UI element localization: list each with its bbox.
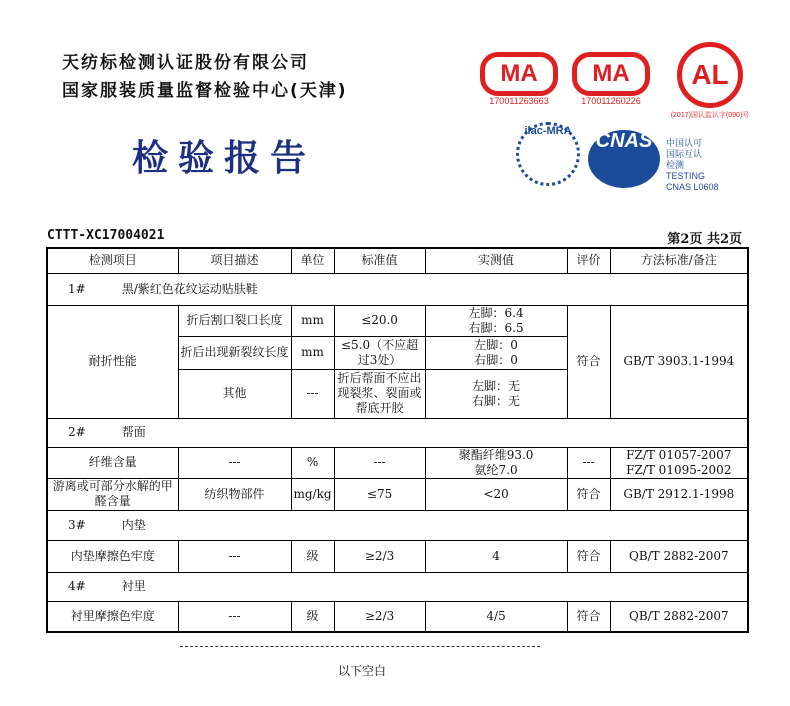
cal-logo: AL (2017)国认监认字(090)号 (660, 42, 760, 120)
section-row: 3# 内垫 (47, 510, 748, 540)
divider (180, 646, 540, 647)
results-table (46, 247, 749, 633)
table-row: 衬里摩擦色牢度 --- 级 ≥2/3 4/5 符合 QB/T 2882-2007 (47, 601, 748, 632)
cma-logo-2: MA 170011260226 (572, 52, 650, 106)
table-row: 纤维含量 --- % --- 聚酯纤维93.0 氨纶7.0 --- FZ/T 01057-2007 FZ/T 01095-2002 (47, 447, 748, 478)
cnas-text: 中国认可 国际互认 检测 TESTING CNAS L0608 (666, 138, 719, 192)
section-row: 1# 黑/紫红色花纹运动贴肤鞋 (47, 273, 748, 305)
table-row: 游离或可部分水解的甲醛含量 纺织物部件 mg/kg ≤75 <20 符合 GB/T 2912.1-1998 (47, 478, 748, 510)
section-row: 2# 帮面 (47, 418, 748, 447)
report-number: CTTT-XC17004021 (47, 228, 165, 243)
org-name: 天纺标检测认证股份有限公司 (62, 53, 309, 73)
section-row: 4# 衬里 (47, 572, 748, 601)
org-name-2: 国家服装质量监督检验中心(天津) (62, 81, 348, 101)
table-header: 检测项目 项目描述 单位 标准值 实测值 评价 方法标准/备注 (47, 248, 748, 273)
cnas-logo: CNAS (588, 130, 660, 188)
table-row: 耐折性能 折后割口裂口长度 mm ≤20.0 左脚：6.4 右脚：6.5 符合 GB/T 3903.1-1994 (47, 305, 748, 336)
table-row: 其他 --- 折后帮面不应出现裂浆、裂面或帮底开胶 左脚：无 右脚：无 (47, 369, 748, 418)
table-row: 内垫摩擦色牢度 --- 级 ≥2/3 4 符合 QB/T 2882-2007 (47, 540, 748, 572)
table-row: 折后出现新裂纹长度 mm ≤5.0（不应超过3处） 左脚：0 右脚：0 (47, 336, 748, 369)
ilac-mra-logo: ilac-MRA (516, 122, 580, 186)
end-note: 以下空白 (338, 664, 387, 678)
page-number: 第2页 共2页 (667, 232, 742, 247)
report-title: 检验报告 (132, 137, 317, 179)
cma-logo-1: MA 170011263663 (480, 52, 558, 106)
